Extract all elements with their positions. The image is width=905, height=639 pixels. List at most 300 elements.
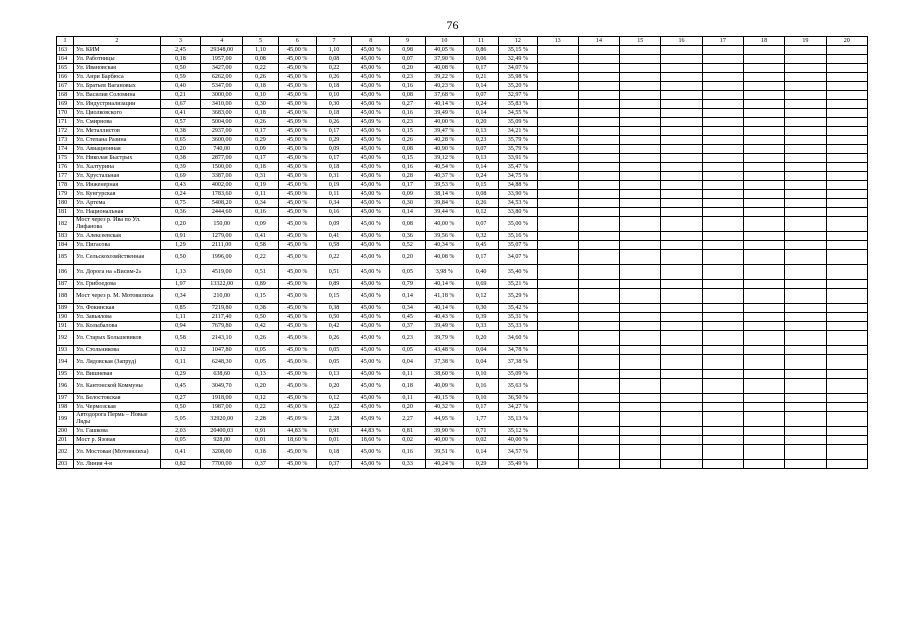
value-cell: 5408,20 bbox=[201, 199, 243, 208]
empty-cell bbox=[826, 460, 867, 469]
empty-cell bbox=[537, 100, 578, 109]
value-cell: 0,41 bbox=[316, 232, 351, 241]
value-cell: 0,98 bbox=[390, 46, 425, 55]
empty-cell bbox=[578, 403, 619, 412]
table-row bbox=[57, 172, 868, 181]
value-cell: 2,03 bbox=[160, 427, 200, 436]
value-cell: 0,14 bbox=[390, 208, 425, 217]
value-cell: 0,23 bbox=[390, 331, 425, 346]
value-cell: 0,20 bbox=[316, 379, 351, 394]
value-cell: 0,12 bbox=[316, 394, 351, 403]
empty-cell bbox=[785, 331, 826, 346]
empty-cell bbox=[702, 127, 743, 136]
empty-cell bbox=[620, 250, 661, 265]
value-cell: 0,18 bbox=[243, 109, 278, 118]
table-row bbox=[57, 100, 868, 109]
empty-cell bbox=[578, 208, 619, 217]
empty-cell bbox=[537, 109, 578, 118]
empty-cell bbox=[578, 154, 619, 163]
empty-cell bbox=[620, 313, 661, 322]
value-cell: 0,17 bbox=[390, 181, 425, 190]
value-cell: 0,41 bbox=[243, 232, 278, 241]
empty-cell bbox=[620, 289, 661, 304]
empty-cell bbox=[537, 217, 578, 232]
empty-cell bbox=[537, 436, 578, 445]
value-cell: 18,60 % bbox=[352, 436, 390, 445]
value-cell: 45,00 % bbox=[352, 82, 390, 91]
value-cell: 45,00 % bbox=[278, 109, 316, 118]
empty-cell bbox=[826, 199, 867, 208]
empty-cell bbox=[661, 403, 702, 412]
empty-cell bbox=[702, 217, 743, 232]
value-cell: 39,22 % bbox=[425, 73, 463, 82]
empty-cell bbox=[785, 265, 826, 280]
value-cell: 0,20 bbox=[160, 145, 200, 154]
empty-cell bbox=[661, 163, 702, 172]
empty-cell bbox=[826, 64, 867, 73]
row-number-cell: 164 bbox=[57, 55, 74, 64]
empty-cell bbox=[620, 322, 661, 331]
road-name-cell: Ул. Ивановская bbox=[74, 64, 161, 73]
empty-cell bbox=[578, 355, 619, 370]
value-cell: 0,45 bbox=[390, 313, 425, 322]
empty-cell bbox=[578, 109, 619, 118]
empty-cell bbox=[702, 289, 743, 304]
empty-cell bbox=[702, 181, 743, 190]
value-cell: 39,44 % bbox=[425, 208, 463, 217]
value-cell: 0,12 bbox=[463, 208, 498, 217]
empty-cell bbox=[785, 403, 826, 412]
empty-cell bbox=[661, 412, 702, 427]
value-cell: 0,08 bbox=[243, 55, 278, 64]
empty-cell bbox=[702, 100, 743, 109]
value-cell: 40,05 % bbox=[425, 46, 463, 55]
empty-cell bbox=[785, 241, 826, 250]
empty-cell bbox=[578, 82, 619, 91]
value-cell: 45,00 % bbox=[352, 163, 390, 172]
value-cell: 0,15 bbox=[463, 181, 498, 190]
value-cell: 40,34 % bbox=[425, 241, 463, 250]
value-cell: 0,31 bbox=[243, 172, 278, 181]
empty-cell bbox=[826, 190, 867, 199]
empty-cell bbox=[661, 289, 702, 304]
value-cell: 0,94 bbox=[160, 322, 200, 331]
empty-cell bbox=[785, 313, 826, 322]
road-name-cell: Ул. Старых Большевиков bbox=[74, 331, 161, 346]
empty-cell bbox=[620, 199, 661, 208]
value-cell: 35,16 % bbox=[499, 232, 537, 241]
empty-cell bbox=[826, 154, 867, 163]
empty-cell bbox=[743, 250, 784, 265]
road-name-cell: Ул. Циолковского bbox=[74, 109, 161, 118]
value-cell: 0,22 bbox=[243, 403, 278, 412]
empty-cell bbox=[702, 109, 743, 118]
value-cell: 0,85 bbox=[160, 304, 200, 313]
empty-cell bbox=[620, 154, 661, 163]
empty-cell bbox=[743, 145, 784, 154]
road-name-cell: Ул. Гашкова bbox=[74, 427, 161, 436]
value-cell: 0,33 bbox=[390, 460, 425, 469]
column-header: 18 bbox=[743, 37, 784, 46]
value-cell: 35,12 % bbox=[499, 427, 537, 436]
empty-cell bbox=[661, 250, 702, 265]
empty-cell bbox=[537, 331, 578, 346]
column-header: 12 bbox=[499, 37, 537, 46]
value-cell: 2143,10 bbox=[201, 331, 243, 346]
value-cell: 0,06 bbox=[463, 55, 498, 64]
empty-cell bbox=[661, 304, 702, 313]
empty-cell bbox=[661, 460, 702, 469]
empty-cell bbox=[826, 370, 867, 379]
empty-cell bbox=[785, 127, 826, 136]
empty-cell bbox=[537, 118, 578, 127]
empty-cell bbox=[826, 145, 867, 154]
empty-cell bbox=[702, 208, 743, 217]
empty-cell bbox=[785, 322, 826, 331]
empty-cell bbox=[578, 322, 619, 331]
table-row bbox=[57, 46, 868, 55]
value-cell: 0,01 bbox=[243, 436, 278, 445]
value-cell: 40,14 % bbox=[425, 280, 463, 289]
empty-cell bbox=[702, 232, 743, 241]
value-cell: 39,79 % bbox=[425, 331, 463, 346]
value-cell: 34,53 % bbox=[499, 199, 537, 208]
value-cell: 0,26 bbox=[390, 136, 425, 145]
road-name-cell: Ул. Николая Быстрых bbox=[74, 154, 161, 163]
value-cell: 34,27 % bbox=[499, 403, 537, 412]
empty-cell bbox=[661, 445, 702, 460]
row-number-cell: 189 bbox=[57, 304, 74, 313]
empty-cell bbox=[661, 232, 702, 241]
column-header: 20 bbox=[826, 37, 867, 46]
value-cell: 0,17 bbox=[243, 154, 278, 163]
value-cell: 1,29 bbox=[160, 241, 200, 250]
value-cell: 0,09 bbox=[316, 145, 351, 154]
value-cell: 43,48 % bbox=[425, 346, 463, 355]
value-cell: 0,14 bbox=[463, 82, 498, 91]
empty-cell bbox=[702, 241, 743, 250]
value-cell: 0,30 bbox=[316, 100, 351, 109]
empty-cell bbox=[785, 82, 826, 91]
empty-cell bbox=[743, 136, 784, 145]
value-cell: 45,00 % bbox=[352, 145, 390, 154]
value-cell: 1047,80 bbox=[201, 346, 243, 355]
value-cell: 40,00 % bbox=[425, 217, 463, 232]
value-cell: 0,26 bbox=[316, 118, 351, 127]
row-number-cell: 184 bbox=[57, 241, 74, 250]
empty-cell bbox=[702, 250, 743, 265]
value-cell: 0,58 bbox=[160, 331, 200, 346]
row-number-cell: 163 bbox=[57, 46, 74, 55]
empty-cell bbox=[702, 370, 743, 379]
value-cell: 0,37 bbox=[390, 322, 425, 331]
value-cell: 45,00 % bbox=[278, 73, 316, 82]
empty-cell bbox=[578, 346, 619, 355]
value-cell: 45,00 % bbox=[278, 154, 316, 163]
value-cell: 0,20 bbox=[390, 64, 425, 73]
value-cell: 1,11 bbox=[160, 313, 200, 322]
value-cell: 45,00 % bbox=[278, 145, 316, 154]
empty-cell bbox=[785, 163, 826, 172]
value-cell: 45,00 % bbox=[278, 265, 316, 280]
road-name-cell: Ул. Металлистов bbox=[74, 127, 161, 136]
empty-cell bbox=[743, 73, 784, 82]
empty-cell bbox=[661, 73, 702, 82]
empty-cell bbox=[702, 304, 743, 313]
empty-cell bbox=[661, 64, 702, 73]
empty-cell bbox=[661, 265, 702, 280]
value-cell: 45,00 % bbox=[352, 208, 390, 217]
value-cell: 45,00 % bbox=[278, 289, 316, 304]
row-number-cell: 180 bbox=[57, 199, 74, 208]
value-cell: 29348,00 bbox=[201, 46, 243, 55]
empty-cell bbox=[826, 118, 867, 127]
value-cell: 0,20 bbox=[243, 379, 278, 394]
empty-cell bbox=[743, 346, 784, 355]
value-cell: 34,57 % bbox=[499, 445, 537, 460]
road-name-cell: Мост через р. Ива по Ул. Лифанова bbox=[74, 217, 161, 232]
value-cell: 45,00 % bbox=[278, 199, 316, 208]
value-cell: 35,98 % bbox=[499, 73, 537, 82]
road-name-cell: Ул. Лядовская (Запруд) bbox=[74, 355, 161, 370]
empty-cell bbox=[785, 118, 826, 127]
empty-cell bbox=[578, 427, 619, 436]
value-cell: 0,04 bbox=[390, 355, 425, 370]
value-cell: 45,00 % bbox=[352, 379, 390, 394]
value-cell: 0,51 bbox=[316, 265, 351, 280]
value-cell: 45,00 % bbox=[352, 64, 390, 73]
empty-cell bbox=[743, 55, 784, 64]
empty-cell bbox=[661, 55, 702, 64]
empty-cell bbox=[661, 190, 702, 199]
road-name-cell: Ул. Артема bbox=[74, 199, 161, 208]
road-name-cell: Ул. Авиационная bbox=[74, 145, 161, 154]
empty-cell bbox=[702, 118, 743, 127]
value-cell: 39,47 % bbox=[425, 127, 463, 136]
empty-cell bbox=[743, 445, 784, 460]
value-cell: 35,20 % bbox=[499, 82, 537, 91]
value-cell: 34,88 % bbox=[499, 181, 537, 190]
value-cell: 0,20 bbox=[390, 250, 425, 265]
empty-cell bbox=[620, 109, 661, 118]
empty-cell bbox=[785, 436, 826, 445]
table-row bbox=[57, 163, 868, 172]
column-header: 13 bbox=[537, 37, 578, 46]
value-cell: 39,51 % bbox=[425, 445, 463, 460]
empty-cell bbox=[620, 265, 661, 280]
row-number-cell: 192 bbox=[57, 331, 74, 346]
empty-cell bbox=[620, 304, 661, 313]
value-cell: 2444,60 bbox=[201, 208, 243, 217]
value-cell: 45,00 % bbox=[352, 217, 390, 232]
empty-cell bbox=[620, 346, 661, 355]
value-cell: 928,00 bbox=[201, 436, 243, 445]
empty-cell bbox=[702, 355, 743, 370]
empty-cell bbox=[537, 403, 578, 412]
value-cell: 0,17 bbox=[463, 64, 498, 73]
empty-cell bbox=[661, 280, 702, 289]
empty-cell bbox=[743, 241, 784, 250]
value-cell: 45,00 % bbox=[352, 55, 390, 64]
column-header: 16 bbox=[661, 37, 702, 46]
road-name-cell: Ул. Дорога на «Висим-2» bbox=[74, 265, 161, 280]
empty-cell bbox=[661, 394, 702, 403]
empty-cell bbox=[620, 82, 661, 91]
value-cell: 0,01 bbox=[316, 436, 351, 445]
row-number-cell: 168 bbox=[57, 91, 74, 100]
value-cell: 0,18 bbox=[243, 163, 278, 172]
empty-cell bbox=[743, 394, 784, 403]
empty-cell bbox=[785, 289, 826, 304]
empty-cell bbox=[743, 322, 784, 331]
value-cell: 0,11 bbox=[316, 190, 351, 199]
value-cell: 45,00 % bbox=[352, 322, 390, 331]
empty-cell bbox=[785, 91, 826, 100]
table-row bbox=[57, 190, 868, 199]
value-cell: 45,00 % bbox=[352, 100, 390, 109]
column-header: 17 bbox=[702, 37, 743, 46]
value-cell: 1,77 bbox=[463, 412, 498, 427]
road-name-cell: Ул. КИМ bbox=[74, 46, 161, 55]
empty-cell bbox=[826, 172, 867, 181]
value-cell: 0,18 bbox=[316, 445, 351, 460]
empty-cell bbox=[620, 412, 661, 427]
road-name-cell: Ул. Колыбалова bbox=[74, 322, 161, 331]
value-cell: 45,00 % bbox=[352, 355, 390, 370]
empty-cell bbox=[537, 136, 578, 145]
value-cell: 0,50 bbox=[160, 250, 200, 265]
value-cell: 0,50 bbox=[160, 403, 200, 412]
value-cell: 7700,00 bbox=[201, 460, 243, 469]
value-cell: 40,24 % bbox=[425, 460, 463, 469]
empty-cell bbox=[702, 313, 743, 322]
value-cell: 0,16 bbox=[463, 379, 498, 394]
column-header: 14 bbox=[578, 37, 619, 46]
value-cell: 0,37 bbox=[316, 460, 351, 469]
empty-cell bbox=[702, 172, 743, 181]
value-cell: 37,38 % bbox=[499, 355, 537, 370]
road-name-cell: Мост через р. М. Мотовилиха bbox=[74, 289, 161, 304]
table-row bbox=[57, 280, 868, 289]
value-cell: 0,20 bbox=[463, 331, 498, 346]
row-number-cell: 196 bbox=[57, 379, 74, 394]
value-cell: 5347,00 bbox=[201, 82, 243, 91]
value-cell: 37,68 % bbox=[425, 91, 463, 100]
value-cell: 0,40 bbox=[160, 82, 200, 91]
empty-cell bbox=[743, 331, 784, 346]
value-cell: 34,55 % bbox=[499, 109, 537, 118]
value-cell: 0,33 bbox=[463, 322, 498, 331]
value-cell: 2111,00 bbox=[201, 241, 243, 250]
value-cell: 0,30 bbox=[463, 304, 498, 313]
value-cell: 0,36 bbox=[390, 232, 425, 241]
table-row bbox=[57, 91, 868, 100]
empty-cell bbox=[537, 154, 578, 163]
value-cell: 0,05 bbox=[243, 346, 278, 355]
value-cell: 0,11 bbox=[160, 355, 200, 370]
column-header: 6 bbox=[278, 37, 316, 46]
road-name-cell: Ул. Халтурина bbox=[74, 163, 161, 172]
empty-cell bbox=[620, 370, 661, 379]
empty-cell bbox=[785, 46, 826, 55]
empty-cell bbox=[743, 436, 784, 445]
road-name-cell: Ул. Индустриализации bbox=[74, 100, 161, 109]
value-cell: 40,00 % bbox=[499, 436, 537, 445]
empty-cell bbox=[620, 436, 661, 445]
empty-cell bbox=[661, 199, 702, 208]
empty-cell bbox=[743, 217, 784, 232]
empty-cell bbox=[785, 412, 826, 427]
value-cell: 45,00 % bbox=[352, 136, 390, 145]
empty-cell bbox=[661, 91, 702, 100]
value-cell: 45,00 % bbox=[278, 55, 316, 64]
value-cell: 45,09 % bbox=[352, 118, 390, 127]
value-cell: 0,91 bbox=[160, 232, 200, 241]
value-cell: 0,08 bbox=[390, 91, 425, 100]
value-cell: 45,00 % bbox=[278, 445, 316, 460]
empty-cell bbox=[661, 208, 702, 217]
value-cell: 40,09 % bbox=[425, 379, 463, 394]
empty-cell bbox=[661, 370, 702, 379]
empty-cell bbox=[743, 181, 784, 190]
empty-cell bbox=[702, 436, 743, 445]
row-number-cell: 179 bbox=[57, 190, 74, 199]
empty-cell bbox=[743, 313, 784, 322]
table-row bbox=[57, 64, 868, 73]
road-name-cell: Автодорога Пермь – Новые Ляды bbox=[74, 412, 161, 427]
empty-cell bbox=[620, 217, 661, 232]
empty-cell bbox=[743, 199, 784, 208]
empty-cell bbox=[702, 412, 743, 427]
empty-cell bbox=[785, 109, 826, 118]
empty-cell bbox=[702, 280, 743, 289]
road-name-cell: Ул. Чермозская bbox=[74, 403, 161, 412]
value-cell: 0,11 bbox=[243, 190, 278, 199]
value-cell: 0,17 bbox=[463, 403, 498, 412]
value-cell: 2877,00 bbox=[201, 154, 243, 163]
value-cell: 0,13 bbox=[316, 370, 351, 379]
empty-cell bbox=[702, 55, 743, 64]
empty-cell bbox=[620, 100, 661, 109]
value-cell: 45,00 % bbox=[352, 346, 390, 355]
column-header: 5 bbox=[243, 37, 278, 46]
empty-cell bbox=[620, 145, 661, 154]
value-cell: 2,45 bbox=[160, 46, 200, 55]
value-cell: 0,26 bbox=[243, 73, 278, 82]
value-cell: 45,00 % bbox=[278, 280, 316, 289]
row-number-cell: 198 bbox=[57, 403, 74, 412]
value-cell: 40,14 % bbox=[425, 304, 463, 313]
value-cell: 33,91 % bbox=[499, 154, 537, 163]
empty-cell bbox=[785, 250, 826, 265]
table-row bbox=[57, 154, 868, 163]
table-row bbox=[57, 265, 868, 280]
table-row bbox=[57, 136, 868, 145]
value-cell: 35,83 % bbox=[499, 100, 537, 109]
empty-cell bbox=[785, 172, 826, 181]
value-cell: 0,05 bbox=[243, 355, 278, 370]
value-cell: 0,16 bbox=[390, 109, 425, 118]
value-cell: 1996,00 bbox=[201, 250, 243, 265]
road-name-cell: Ул. Национальная bbox=[74, 208, 161, 217]
empty-cell bbox=[702, 163, 743, 172]
value-cell: 45,00 % bbox=[278, 163, 316, 172]
value-cell: 0,18 bbox=[390, 379, 425, 394]
value-cell: 0,39 bbox=[463, 313, 498, 322]
empty-cell bbox=[620, 64, 661, 73]
value-cell: 0,34 bbox=[160, 289, 200, 304]
road-name-cell: Ул. Алексеевская bbox=[74, 232, 161, 241]
